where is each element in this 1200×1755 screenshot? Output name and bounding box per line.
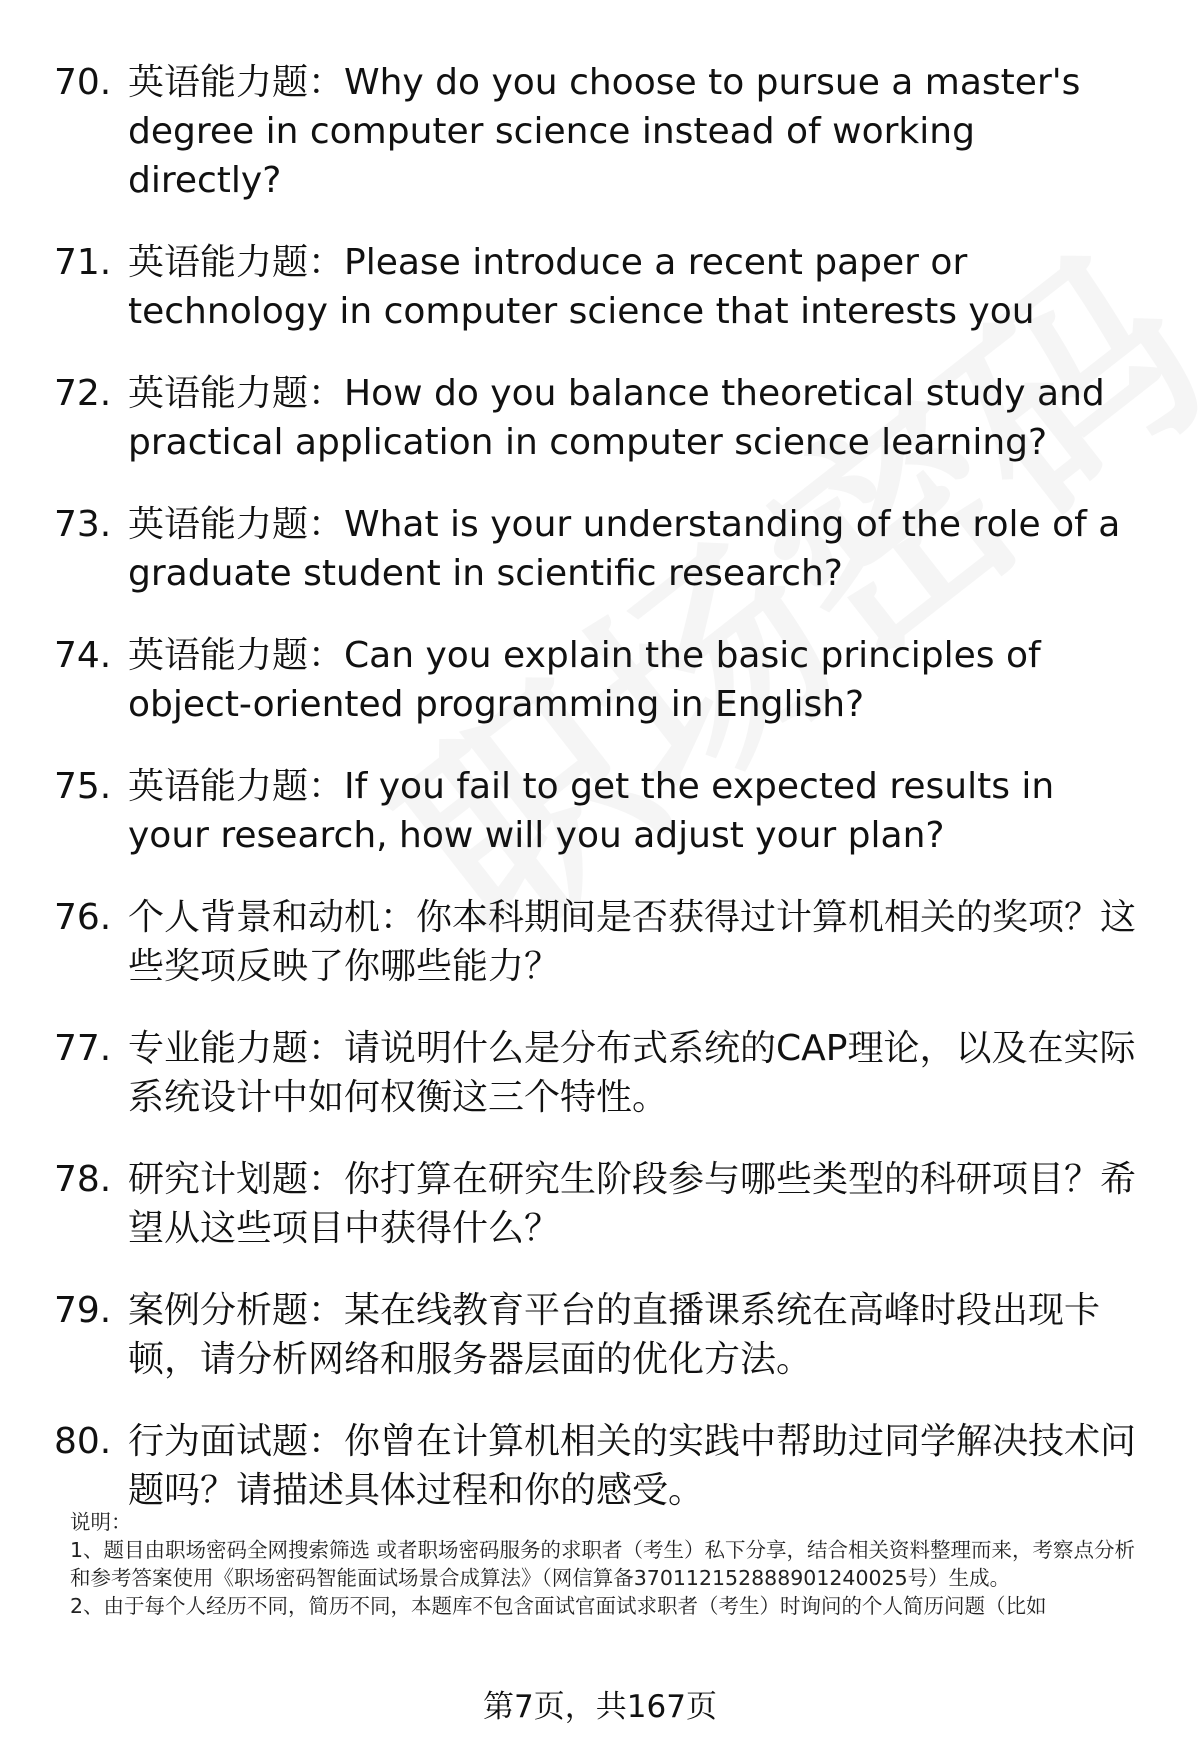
question-text: 英语能力题：If you fail to get the expected results in your research, how will you adjust your plan? [128,766,1055,856]
notes-section [70,1508,1142,1620]
question-text: 英语能力题：What is your understanding of the role of a graduate student in scientific research? [128,504,1121,594]
question-text: 英语能力题：How do you balance theoretical study and practical application in computer science learning? [128,373,1105,463]
question-number: 70. [54,62,112,103]
question-text: 案例分析题：某在线教育平台的直播课系统在高峰时段出现卡顿，请分析网络和服务器层面的优化方法。 [128,1290,1101,1380]
question-text: 研究计划题：你打算在研究生阶段参与哪些类型的科研项目？希望从这些项目中获得什么？ [128,1159,1137,1249]
question-item [0,1286,1138,1384]
question-text: 英语能力题：Why do you choose to pursue a master's degree in computer science instead of working directly? [128,62,1081,201]
question-text: 专业能力题：请说明什么是分布式系统的CAP理论，以及在实际系统设计中如何权衡这三个特性。 [128,1028,1136,1118]
notes-item-1: 1、题目由职场密码全网搜索筛选 或者职场密码服务的求职者（考生）私下分享，结合相关资料整理而来，考察点分析和参考答案使用《职场密码智能面试场景合成算法》（网信算备370112152888901240025号）生成。 [70,1538,1136,1590]
question-number: 71. [54,242,112,283]
question-item [0,58,1138,205]
question-number: 73. [54,504,112,545]
question-text: 个人背景和动机：你本科期间是否获得过计算机相关的奖项？这些奖项反映了你哪些能力？ [128,897,1137,987]
question-item [0,1155,1138,1253]
question-item [0,893,1138,991]
question-list [0,58,1200,1548]
question-number: 80. [54,1421,112,1462]
question-text: 行为面试题：你曾在计算机相关的实践中帮助过同学解决技术问题吗？请描述具体过程和你的感受。 [128,1421,1137,1511]
question-number: 78. [54,1159,112,1200]
question-number: 75. [54,766,112,807]
page-footer: 第7页，共167页 [483,1689,717,1725]
question-number: 79. [54,1290,112,1331]
question-text: 英语能力题：Can you explain the basic principles of object-oriented programming in English? [128,635,1041,725]
question-text: 英语能力题：Please introduce a recent paper or technology in computer science that interests you [128,242,1035,332]
notes-heading: 说明： [70,1510,132,1534]
question-number: 72. [54,373,112,414]
question-item [0,1024,1138,1122]
question-item [0,631,1138,729]
question-item [0,1417,1138,1515]
question-item [0,500,1138,598]
question-item [0,369,1138,467]
question-number: 74. [54,635,112,676]
notes-item-2: 2、由于每个人经历不同，简历不同，本题库不包含面试官面试求职者（考生）时询问的个人简历问题（比如 [70,1594,1047,1618]
question-item [0,762,1138,860]
question-number: 77. [54,1028,112,1069]
question-item [0,238,1138,336]
question-number: 76. [54,897,112,938]
